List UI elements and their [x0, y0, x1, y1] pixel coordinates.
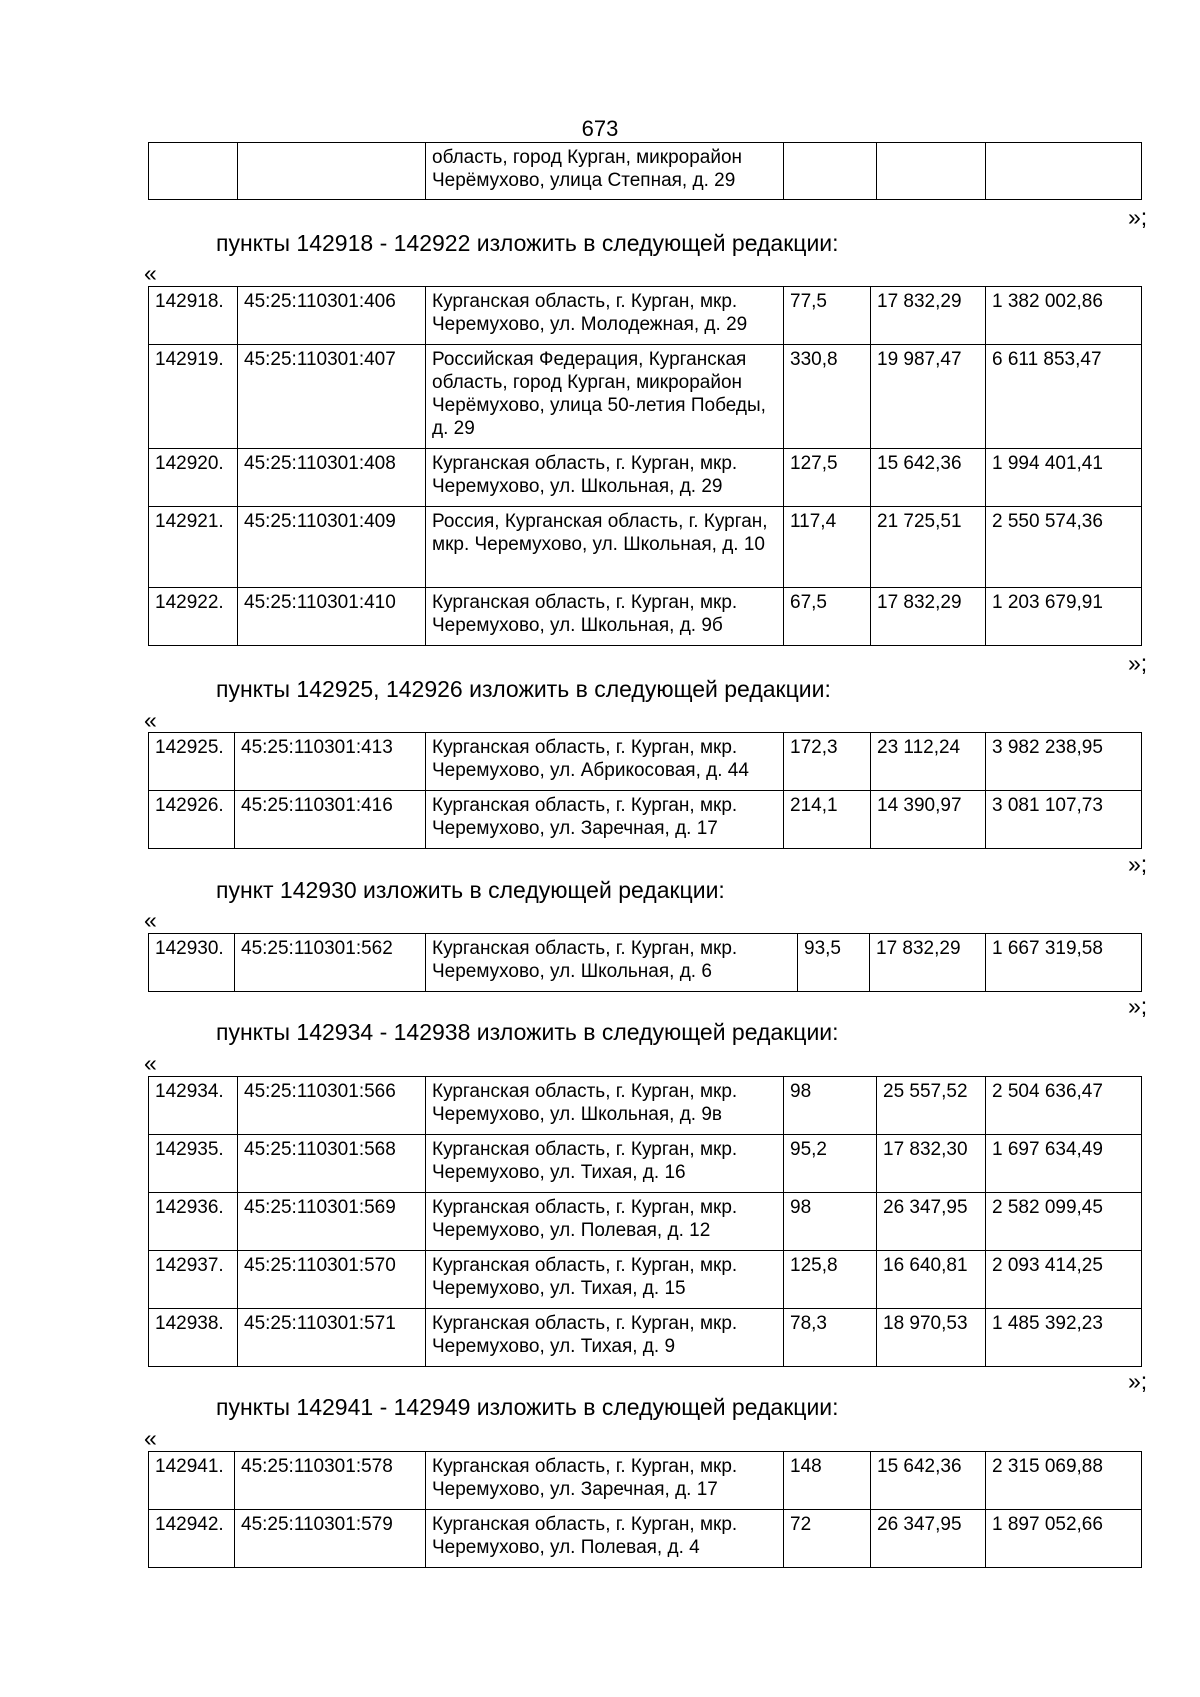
table-row — [149, 1251, 1142, 1309]
cell-total-value — [986, 143, 1142, 200]
table-row — [149, 1510, 1142, 1568]
cell-address: Курганская область, г. Курган, мкр. Черемухово, ул. Полевая, д. 4 — [426, 1510, 784, 1568]
cell-area: 78,3 — [784, 1309, 877, 1367]
cell-price-per-sqm: 15 642,36 — [871, 449, 986, 507]
cell-address: Курганская область, г. Курган, мкр. Черемухово, ул. Молодежная, д. 29 — [426, 287, 784, 345]
closing-quote: »; — [1128, 1368, 1148, 1394]
cell-address: Курганская область, г. Курган, мкр. Черемухово, ул. Заречная, д. 17 — [426, 1452, 784, 1510]
closing-quote: »; — [1128, 993, 1148, 1019]
cell-price-per-sqm: 21 725,51 — [871, 507, 986, 588]
cell-item-number: 142922. — [149, 588, 238, 646]
cell-address: Курганская область, г. Курган, мкр. Черемухово, ул. Тихая, д. 15 — [426, 1251, 784, 1309]
registry-table-continuation — [148, 142, 1142, 200]
cell-cadastral-number: 45:25:110301:416 — [235, 791, 426, 849]
cell-cadastral-number: 45:25:110301:570 — [238, 1251, 426, 1309]
cell-price-per-sqm — [877, 143, 986, 200]
cell-area: 214,1 — [784, 791, 871, 849]
amendment-intro: пункты 142934 - 142938 изложить в следующей редакции: — [216, 1019, 839, 1045]
table-row — [149, 287, 1142, 345]
cell-address: Россия, Курганская область, г. Курган, мкр. Черемухово, ул. Школьная, д. 10 — [426, 507, 784, 588]
amendment-intro: пункты 142918 - 142922 изложить в следующей редакции: — [216, 230, 839, 256]
cell-total-value: 3 982 238,95 — [986, 733, 1142, 791]
table-row — [149, 345, 1142, 449]
cell-address: Российская Федерация, Курганская область, город Курган, микрорайон Черёмухово, улица 50-летия Победы, д. 29 — [426, 345, 784, 449]
cell-area: 98 — [784, 1193, 877, 1251]
cell-area: 72 — [784, 1510, 871, 1568]
cell-total-value: 2 093 414,25 — [986, 1251, 1142, 1309]
cell-total-value: 1 485 392,23 — [986, 1309, 1142, 1367]
table-row — [149, 449, 1142, 507]
cell-price-per-sqm: 19 987,47 — [871, 345, 986, 449]
cell-cadastral-number: 45:25:110301:578 — [235, 1452, 426, 1510]
cell-total-value: 2 504 636,47 — [986, 1077, 1142, 1135]
cell-total-value: 1 994 401,41 — [986, 449, 1142, 507]
cell-address: Курганская область, г. Курган, мкр. Черемухово, ул. Абрикосовая, д. 44 — [426, 733, 784, 791]
registry-table — [148, 286, 1142, 646]
cell-total-value: 2 315 069,88 — [986, 1452, 1142, 1510]
page-number: 673 — [581, 116, 619, 141]
table-row — [149, 507, 1142, 588]
cell-total-value: 1 897 052,66 — [986, 1510, 1142, 1568]
cell-total-value: 2 582 099,45 — [986, 1193, 1142, 1251]
table-row — [149, 1309, 1142, 1367]
cell-cadastral-number: 45:25:110301:408 — [238, 449, 426, 507]
cell-cadastral-number: 45:25:110301:413 — [235, 733, 426, 791]
amendment-intro: пункты 142941 - 142949 изложить в следующей редакции: — [216, 1394, 839, 1420]
table-row — [149, 733, 1142, 791]
cell-area: 98 — [784, 1077, 877, 1135]
cell-area: 67,5 — [784, 588, 871, 646]
cell-item-number: 142938. — [149, 1309, 238, 1367]
table-row — [149, 1452, 1142, 1510]
cell-address: Курганская область, г. Курган, мкр. Черемухово, ул. Полевая, д. 12 — [426, 1193, 784, 1251]
registry-table — [148, 933, 1142, 992]
registry-table — [148, 732, 1142, 849]
table-row — [149, 791, 1142, 849]
cell-total-value: 3 081 107,73 — [986, 791, 1142, 849]
cell-cadastral-number: 45:25:110301:571 — [238, 1309, 426, 1367]
cell-price-per-sqm: 17 832,29 — [871, 287, 986, 345]
cell-cadastral-number: 45:25:110301:562 — [235, 934, 426, 992]
closing-quote: »; — [1128, 650, 1148, 676]
cell-item-number: 142921. — [149, 507, 238, 588]
cell-price-per-sqm: 23 112,24 — [871, 733, 986, 791]
opening-quote: « — [144, 260, 157, 286]
cell-area: 330,8 — [784, 345, 871, 449]
cell-address: Курганская область, г. Курган, мкр. Черемухово, ул. Школьная, д. 6 — [426, 934, 798, 992]
cell-total-value: 2 550 574,36 — [986, 507, 1142, 588]
cell-total-value: 6 611 853,47 — [986, 345, 1142, 449]
cell-price-per-sqm: 25 557,52 — [877, 1077, 986, 1135]
cell-item-number: 142936. — [149, 1193, 238, 1251]
cell-address: область, город Курган, микрорайон Черёмухово, улица Степная, д. 29 — [426, 143, 784, 200]
cell-item-number: 142920. — [149, 449, 238, 507]
cell-area: 148 — [784, 1452, 871, 1510]
cell-item-number: 142941. — [149, 1452, 235, 1510]
cell-cadastral-number: 45:25:110301:409 — [238, 507, 426, 588]
cell-area: 117,4 — [784, 507, 871, 588]
cell-area — [784, 143, 877, 200]
cell-area: 172,3 — [784, 733, 871, 791]
cell-total-value: 1 382 002,86 — [986, 287, 1142, 345]
registry-table — [148, 1451, 1142, 1568]
cell-address: Курганская область, г. Курган, мкр. Черемухово, ул. Тихая, д. 9 — [426, 1309, 784, 1367]
cell-total-value: 1 667 319,58 — [986, 934, 1142, 992]
cell-address: Курганская область, г. Курган, мкр. Черемухово, ул. Заречная, д. 17 — [426, 791, 784, 849]
cell-item-number: 142942. — [149, 1510, 235, 1568]
cell-cadastral-number: 45:25:110301:410 — [238, 588, 426, 646]
cell-item-number: 142934. — [149, 1077, 238, 1135]
cell-price-per-sqm: 18 970,53 — [877, 1309, 986, 1367]
cell-price-per-sqm: 26 347,95 — [871, 1510, 986, 1568]
closing-quote: »; — [1128, 204, 1148, 230]
cell-area: 77,5 — [784, 287, 871, 345]
cell-item-number: 142918. — [149, 287, 238, 345]
cell-address: Курганская область, г. Курган, мкр. Черемухово, ул. Школьная, д. 9б — [426, 588, 784, 646]
cell-address: Курганская область, г. Курган, мкр. Черемухово, ул. Тихая, д. 16 — [426, 1135, 784, 1193]
cell-cadastral-number: 45:25:110301:568 — [238, 1135, 426, 1193]
opening-quote: « — [144, 707, 157, 733]
table-row — [149, 1135, 1142, 1193]
cell-price-per-sqm: 26 347,95 — [877, 1193, 986, 1251]
opening-quote: « — [144, 1050, 157, 1076]
registry-table — [148, 1076, 1142, 1367]
cell-item-number — [149, 143, 238, 200]
closing-quote: »; — [1128, 851, 1148, 877]
cell-cadastral-number: 45:25:110301:407 — [238, 345, 426, 449]
cell-area: 93,5 — [798, 934, 870, 992]
cell-price-per-sqm: 17 832,29 — [870, 934, 986, 992]
cell-cadastral-number: 45:25:110301:569 — [238, 1193, 426, 1251]
amendment-intro: пункт 142930 изложить в следующей редакции: — [216, 877, 725, 903]
cell-item-number: 142937. — [149, 1251, 238, 1309]
table-row — [149, 143, 1142, 200]
cell-address: Курганская область, г. Курган, мкр. Черемухово, ул. Школьная, д. 9в — [426, 1077, 784, 1135]
cell-total-value: 1 203 679,91 — [986, 588, 1142, 646]
cell-price-per-sqm: 14 390,97 — [871, 791, 986, 849]
cell-price-per-sqm: 16 640,81 — [877, 1251, 986, 1309]
table-row — [149, 1077, 1142, 1135]
cell-cadastral-number: 45:25:110301:406 — [238, 287, 426, 345]
cell-area: 95,2 — [784, 1135, 877, 1193]
cell-item-number: 142925. — [149, 733, 235, 791]
opening-quote: « — [144, 1425, 157, 1451]
cell-cadastral-number — [238, 143, 426, 200]
cell-item-number: 142919. — [149, 345, 238, 449]
table-row — [149, 934, 1142, 992]
cell-price-per-sqm: 17 832,30 — [877, 1135, 986, 1193]
cell-total-value: 1 697 634,49 — [986, 1135, 1142, 1193]
amendment-intro: пункты 142925, 142926 изложить в следующей редакции: — [216, 676, 831, 702]
cell-item-number: 142935. — [149, 1135, 238, 1193]
cell-area: 127,5 — [784, 449, 871, 507]
cell-item-number: 142926. — [149, 791, 235, 849]
cell-price-per-sqm: 17 832,29 — [871, 588, 986, 646]
table-row — [149, 588, 1142, 646]
table-row — [149, 1193, 1142, 1251]
cell-address: Курганская область, г. Курган, мкр. Черемухово, ул. Школьная, д. 29 — [426, 449, 784, 507]
cell-cadastral-number: 45:25:110301:579 — [235, 1510, 426, 1568]
cell-item-number: 142930. — [149, 934, 235, 992]
cell-area: 125,8 — [784, 1251, 877, 1309]
cell-price-per-sqm: 15 642,36 — [871, 1452, 986, 1510]
cell-cadastral-number: 45:25:110301:566 — [238, 1077, 426, 1135]
opening-quote: « — [144, 907, 157, 933]
